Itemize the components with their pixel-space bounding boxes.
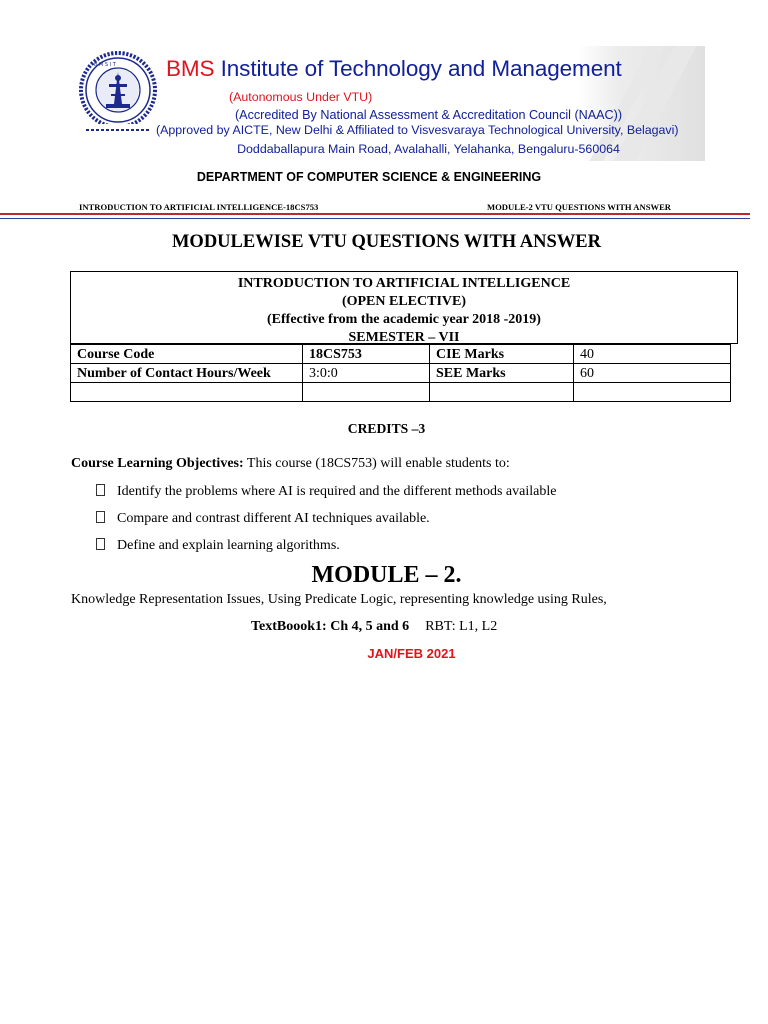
running-header-right: MODULE-2 VTU QUESTIONS WITH ANSWER (487, 202, 672, 212)
table-cell (574, 383, 731, 402)
textbook-reference (251, 619, 497, 635)
table-row (71, 364, 731, 383)
course-title: INTRODUCTION TO ARTIFICIAL INTELLIGENCE (237, 276, 571, 291)
list-item (96, 484, 556, 500)
table-cell: CIE Marks (430, 345, 574, 364)
institute-prefix: BMS (166, 56, 215, 81)
credits-label: CREDITS –3 (347, 421, 426, 436)
header-rule-blue (0, 218, 750, 219)
table-row (71, 345, 731, 364)
course-type: (OPEN ELECTIVE) (341, 294, 467, 309)
bullet-box-icon (96, 484, 105, 496)
institute-name-rest: Institute of Technology and Management (214, 56, 622, 81)
svg-text:B M S I T: B M S I T (94, 62, 116, 68)
header-rule-red (0, 213, 750, 215)
table-cell: Number of Contact Hours/Week (71, 364, 303, 383)
autonomous-note: (Autonomous Under VTU) (229, 90, 373, 104)
running-header-left: INTRODUCTION TO ARTIFICIAL INTELLIGENCE-18CS753 (79, 202, 319, 212)
institute-name (166, 56, 706, 82)
textbook-chapters: TextBoook1: Ch 4, 5 and 6 (251, 619, 410, 634)
rbt-levels: RBT: L1, L2 (425, 619, 498, 634)
department-name: DEPARTMENT OF COMPUTER SCIENCE & ENGINEERING (196, 170, 542, 184)
table-cell: 3:0:0 (303, 364, 430, 383)
objectives-intro (71, 456, 510, 472)
college-seal-logo-icon (78, 48, 158, 136)
table-cell: Course Code (71, 345, 303, 364)
table-cell: SEE Marks (430, 364, 574, 383)
course-details-table (70, 344, 731, 402)
list-item (96, 538, 340, 554)
table-cell: 40 (574, 345, 731, 364)
table-row (71, 383, 731, 402)
module-heading: MODULE – 2. (311, 562, 462, 588)
objectives-label: Course Learning Objectives: (71, 456, 244, 471)
list-item-text: Compare and contrast different AI techniques available. (117, 511, 430, 526)
institute-address: Doddaballapura Main Road, Avalahalli, Yelahanka, Bengaluru-560064 (237, 142, 620, 156)
page-title: MODULEWISE VTU QUESTIONS WITH ANSWER (171, 232, 602, 252)
approval-note: (Approved by AICTE, New Delhi & Affiliated to Visvesvaraya Technological University, Belagavi) (156, 123, 679, 137)
list-item-text: Define and explain learning algorithms. (117, 538, 340, 553)
accreditation-note: (Accredited By National Assessment & Accreditation Council (NAAC)) (234, 108, 623, 122)
bullet-box-icon (96, 538, 105, 550)
list-item (96, 511, 430, 527)
table-cell (303, 383, 430, 402)
module-topics: Knowledge Representation Issues, Using Predicate Logic, representing knowledge using Rules, (71, 592, 607, 607)
exam-session: JAN/FEB 2021 (367, 646, 456, 661)
course-title-box (70, 271, 738, 344)
bullet-box-icon (96, 511, 105, 523)
list-item-text: Identify the problems where AI is required and the different methods available (117, 484, 557, 499)
objectives-text: This course (18CS753) will enable students to: (243, 456, 510, 471)
table-cell (430, 383, 574, 402)
table-cell (71, 383, 303, 402)
institute-banner (72, 46, 705, 161)
table-cell: 60 (574, 364, 731, 383)
table-cell: 18CS753 (303, 345, 430, 364)
course-effective-year: (Effective from the academic year 2018 -2019) (267, 312, 541, 327)
course-semester: SEMESTER – VII (348, 330, 460, 345)
